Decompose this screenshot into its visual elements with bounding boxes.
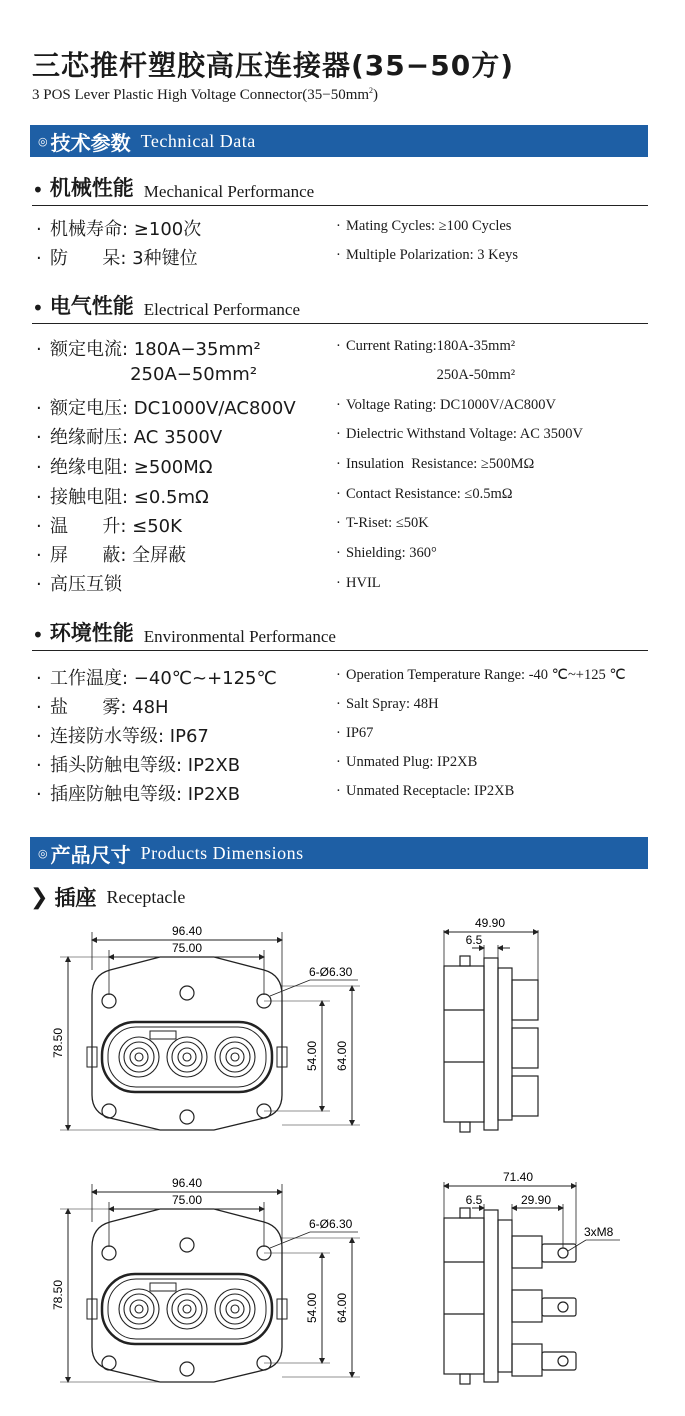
spec-row-cn: · 屏 蔽: 全屏蔽 [36,545,187,566]
dim-height-mid: 54.00 [305,1040,319,1072]
dim-side-flange: 6.5 [465,933,483,947]
spec-row-en: · Insulation Resistance: ≥500MΩ [336,456,535,472]
dim-width-inner: 75.00 [171,941,203,955]
circle-bullet-icon: ◎ [38,846,48,860]
environmental-heading: • 环境性能 Environmental Performance [32,621,648,651]
spec-row-cn: · 额定电压: DC1000V/AC800V [36,398,296,419]
spec-row-cn: · 温 升: ≤50K [36,516,182,537]
dimensions-banner: ◎ 产品尺寸 Products Dimensions [30,837,648,869]
receptacle-front-view-2 [60,1184,360,1382]
spec-row-cn: · 连接防水等级: IP67 [36,726,209,747]
electrical-heading: • 电气性能 Electrical Performance [32,294,648,324]
spec-row-en: · Dielectric Withstand Voltage: AC 3500V [336,426,584,442]
mechanical-heading: • 机械性能 Mechanical Performance [32,176,648,206]
spec-row-en: · Unmated Plug: IP2XB [336,754,478,770]
dim-height-inner: 64.00 [335,1292,349,1324]
receptacle-front-view-1 [60,932,360,1130]
spec-row-cn: · 机械寿命: ≥100次 [36,219,202,240]
spec-row-en: · Voltage Rating: DC1000V/AC800V [336,397,556,413]
spec-row-en: · Unmated Receptacle: IP2XB [336,783,515,799]
dim-height-inner: 64.00 [335,1040,349,1072]
spec-row-cn: · 绝缘耐压: AC 3500V [36,427,223,448]
dim-side-flange: 6.5 [465,1193,483,1207]
spec-row-en: · Contact Resistance: ≤0.5mΩ [336,486,513,502]
dim-width-inner: 75.00 [171,1193,203,1207]
spec-row-en: · Operation Temperature Range: -40 ℃~+125 ℃ [336,667,626,683]
dim-bolts: 3xM8 [584,1225,614,1239]
spec-row-en: · Mating Cycles: ≥100 Cycles [336,218,512,234]
dim-height-outer: 78.50 [51,1279,65,1311]
dim-holes: 6-Ø6.30 [309,965,353,979]
page-title: 三芯推杆塑胶高压连接器(35−50方) [32,49,514,82]
spec-row-en: · Multiple Polarization: 3 Keys [336,247,518,263]
spec-row-cn: · 额定电流: 180A−35mm² [36,339,261,360]
spec-row-cn: · 接触电阻: ≤0.5mΩ [36,487,209,508]
chevron-right-icon: ❯ [30,884,49,910]
spec-row-en: 250A-50mm² [346,367,516,383]
spec-row-cn: · 插头防触电等级: IP2XB [36,755,241,776]
circle-bullet-icon: ◎ [38,134,48,148]
spec-row-cn: · 插座防触电等级: IP2XB [36,784,241,805]
dim-height-outer: 78.50 [51,1027,65,1059]
receptacle-side-view-1 [444,930,538,1132]
page-subtitle: 3 POS Lever Plastic High Voltage $Connector(35-50mm^2)$ [32,86,379,103]
receptacle-side-view-2 [444,1182,620,1384]
dim-side-width: 71.40 [502,1170,534,1184]
dim-holes: 6-Ø6.30 [309,1217,353,1231]
spec-row-cn: · 高压互锁 [36,574,122,595]
receptacle-heading: ❯ 插座 Receptacle [30,884,186,910]
dim-height-mid: 54.00 [305,1292,319,1324]
spec-row-en: · IP67 [336,725,374,741]
spec-row-cn: · 防 呆: 3种键位 [36,248,198,269]
spec-row-cn: · 工作温度: −40℃~+125℃ [36,668,277,689]
spec-row-en: · Salt Spray: 48H [336,696,439,712]
spec-row-en: · T-Riset: ≤50K [336,515,429,531]
spec-row-cn: · 绝缘电阻: ≥500MΩ [36,457,213,478]
spec-row-en: · HVIL [336,575,381,591]
spec-row-cn: · 盐 雾: 48H [36,697,169,718]
dim-width-outer: 96.40 [171,1176,203,1190]
dim-side-width: 49.90 [474,916,506,930]
spec-row-en: · Shielding: 360° [336,545,437,561]
technical-data-banner: ◎ 技术参数 Technical Data [30,125,648,157]
spec-row-cn: 250A−50mm² [50,364,258,385]
dim-side-terminal: 29.90 [520,1193,552,1207]
spec-row-en: · Current Rating:180A-35mm² [336,338,516,354]
dim-width-outer: 96.40 [171,924,203,938]
